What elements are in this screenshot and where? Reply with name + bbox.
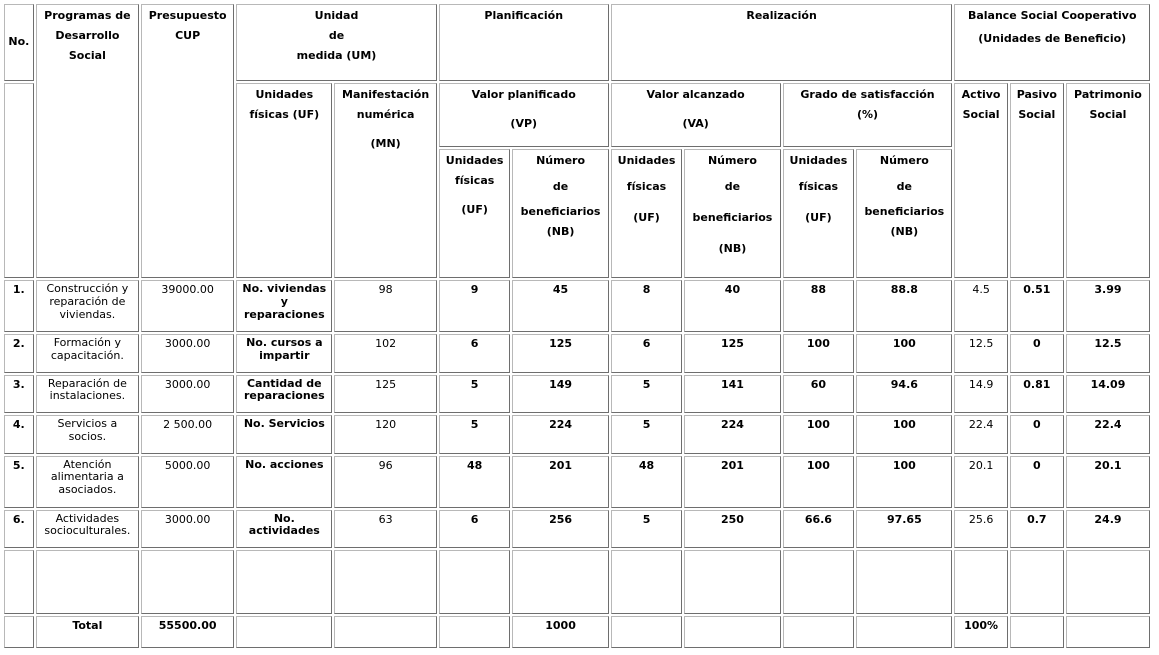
header-va-nb [684,149,780,278]
header-budget: Presupuesto CUP [141,4,234,278]
sub-uf-line2: físicas [626,180,667,194]
row-number: 3. [4,375,34,413]
va-nb-cell: 250 [684,510,780,548]
empty-cell [611,550,683,613]
vp-nb-cell: 224 [512,415,608,453]
active-cell: 14.9 [954,375,1007,413]
empty-cell [783,550,855,613]
header-va-line2: (VA) [682,116,709,130]
header-gs-line2: (%) [856,107,879,121]
gs-uf-cell: 100 [783,415,855,453]
program-name: Actividades socioculturales. [36,510,139,548]
header-gs-line1: Grado de satisfacción [800,87,935,101]
vp-nb-cell: 45 [512,280,608,332]
unit-cell: No. actividades [236,510,332,548]
passive-cell: 0 [1010,456,1064,508]
header-unit-measure [236,4,437,81]
equity-cell: 20.1 [1066,456,1150,508]
gs-nb-cell: 100 [856,334,952,372]
budget-cell: 3000.00 [141,334,234,372]
va-uf-cell: 5 [611,375,683,413]
gs-nb-cell: 97.65 [856,510,952,548]
program-name: Servicios a socios. [36,415,139,453]
header-um-line2: de [328,29,345,42]
header-vp-nb [512,149,608,278]
program-name: Reparación de instalaciones. [36,375,139,413]
sub-nb-line1: Número [707,154,757,168]
table-row [4,280,1150,332]
total-empty-cell [439,616,511,648]
sub-nb-line4: (NB) [546,225,575,239]
equity-cell: 3.99 [1066,280,1150,332]
va-uf-cell: 48 [611,456,683,508]
vp-nb-cell: 149 [512,375,608,413]
active-cell: 20.1 [954,456,1007,508]
header-active: Activo Social [954,83,1007,278]
sub-nb-line3: beneficiarios [864,205,945,219]
program-name: Construcción y reparación de viviendas. [36,280,139,332]
empty-row [4,550,1150,613]
program-name: Atención alimentaria a asociados. [36,456,139,508]
header-va-line1: Valor alcanzado [646,87,745,101]
sub-uf-line2: físicas [454,174,495,188]
row-number: 6. [4,510,34,548]
gs-nb-cell: 100 [856,456,952,508]
header-vp-line1: Valor planificado [471,87,576,101]
budget-cell: 2 500.00 [141,415,234,453]
budget-cell: 3000.00 [141,375,234,413]
program-name: Formación y capacitación. [36,334,139,372]
total-empty-cell [236,616,332,648]
gs-nb-cell: 88.8 [856,280,952,332]
total-empty-cell [1010,616,1064,648]
total-active: 100% [954,616,1007,648]
row-number: 4. [4,415,34,453]
total-empty-cell [783,616,855,648]
vp-uf-cell: 6 [439,334,511,372]
sub-uf-line3: (UF) [461,203,488,217]
unit-cell: No. Servicios [236,415,332,453]
header-vp-line2: (VP) [510,116,538,130]
total-budget: 55500.00 [141,616,234,648]
unit-cell: No. cursos a impartir [236,334,332,372]
header-row-1 [4,4,1150,81]
header-va-uf [611,149,683,278]
empty-cell [684,550,780,613]
vp-uf-cell: 48 [439,456,511,508]
sub-nb-line1: Número [879,154,929,168]
header-programs: Programas de Desarrollo Social [36,4,139,278]
table-row [4,456,1150,508]
sub-uf-line3: (UF) [633,211,660,225]
va-nb-cell: 141 [684,375,780,413]
header-balance-line1: Balance Social Cooperativo [967,9,1137,22]
sub-uf-line2: físicas [798,180,839,194]
empty-cell [512,550,608,613]
header-um-line1: Unidad [314,9,359,22]
header-passive: Pasivo Social [1010,83,1064,278]
table-row [4,375,1150,413]
sub-uf-line1: Unidades [445,154,504,168]
vp-nb-cell: 256 [512,510,608,548]
header-balance-line2: (Unidades de Beneficio) [978,32,1127,45]
header-gs-uf [783,149,855,278]
mn-cell: 125 [334,375,436,413]
passive-cell: 0.51 [1010,280,1064,332]
table-row [4,334,1150,372]
unit-cell: No. viviendas y reparaciones [236,280,332,332]
row-number: 5. [4,456,34,508]
header-vp-uf [439,149,511,278]
empty-cell [1010,550,1064,613]
vp-uf-cell: 9 [439,280,511,332]
header-gs-nb [856,149,952,278]
empty-cell [439,550,511,613]
sub-nb-line1: Número [536,154,586,168]
sub-uf-line1: Unidades [789,154,848,168]
sub-nb-line4: (NB) [718,242,747,256]
va-uf-cell: 8 [611,280,683,332]
sub-uf-line3: (UF) [805,211,832,225]
total-empty-cell [1066,616,1150,648]
sub-uf-line1: Unidades [617,154,676,168]
header-mn-line1: Manifestación numérica [342,87,430,121]
total-empty-cell [334,616,436,648]
va-uf-cell: 6 [611,334,683,372]
empty-cell [1066,550,1150,613]
gs-uf-cell: 100 [783,334,855,372]
passive-cell: 0.81 [1010,375,1064,413]
active-cell: 25.6 [954,510,1007,548]
active-cell: 22.4 [954,415,1007,453]
budget-cell: 5000.00 [141,456,234,508]
header-no: No. [4,4,34,81]
active-cell: 12.5 [954,334,1007,372]
header-no-spacer [4,83,34,278]
vp-nb-cell: 201 [512,456,608,508]
mn-cell: 63 [334,510,436,548]
empty-cell [856,550,952,613]
empty-cell [236,550,332,613]
total-vp-nb: 1000 [512,616,608,648]
header-vp [439,83,609,147]
total-empty-cell [4,616,34,648]
header-mn-line2: (MN) [370,136,401,150]
mn-cell: 96 [334,456,436,508]
mn-cell: 120 [334,415,436,453]
total-label: Total [36,616,139,648]
budget-cell: 39000.00 [141,280,234,332]
header-balance [954,4,1150,81]
gs-uf-cell: 88 [783,280,855,332]
equity-cell: 14.09 [1066,375,1150,413]
vp-uf-cell: 5 [439,415,511,453]
table-row [4,510,1150,548]
sub-nb-line4: (NB) [890,225,919,239]
header-planning: Planificación [439,4,609,81]
table-row [4,415,1150,453]
va-uf-cell: 5 [611,415,683,453]
va-nb-cell: 224 [684,415,780,453]
row-number: 1. [4,280,34,332]
header-mn [334,83,436,278]
equity-cell: 12.5 [1066,334,1150,372]
empty-cell [4,550,34,613]
vp-uf-cell: 5 [439,375,511,413]
equity-cell: 22.4 [1066,415,1150,453]
social-balance-table [2,2,1152,650]
header-realization: Realización [611,4,953,81]
va-nb-cell: 40 [684,280,780,332]
gs-uf-cell: 66.6 [783,510,855,548]
va-nb-cell: 125 [684,334,780,372]
unit-cell: No. acciones [236,456,332,508]
sub-nb-line3: beneficiarios [520,205,601,219]
sub-nb-line3: beneficiarios [692,211,773,225]
mn-cell: 98 [334,280,436,332]
header-um-line3: medida (UM) [296,49,377,62]
gs-uf-cell: 60 [783,375,855,413]
empty-cell [36,550,139,613]
va-uf-cell: 5 [611,510,683,548]
total-empty-cell [611,616,683,648]
empty-cell [141,550,234,613]
unit-cell: Cantidad de reparaciones [236,375,332,413]
row-number: 2. [4,334,34,372]
gs-nb-cell: 100 [856,415,952,453]
budget-cell: 3000.00 [141,510,234,548]
total-row [4,616,1150,648]
empty-cell [334,550,436,613]
header-equity: Patrimonio Social [1066,83,1150,278]
mn-cell: 102 [334,334,436,372]
passive-cell: 0 [1010,415,1064,453]
active-cell: 4.5 [954,280,1007,332]
vp-uf-cell: 6 [439,510,511,548]
total-empty-cell [856,616,952,648]
sub-nb-line2: de [896,180,913,194]
equity-cell: 24.9 [1066,510,1150,548]
sub-nb-line2: de [552,180,569,194]
empty-cell [954,550,1007,613]
va-nb-cell: 201 [684,456,780,508]
gs-uf-cell: 100 [783,456,855,508]
vp-nb-cell: 125 [512,334,608,372]
header-gs [783,83,953,147]
sub-nb-line2: de [724,180,741,194]
gs-nb-cell: 94.6 [856,375,952,413]
total-empty-cell [684,616,780,648]
passive-cell: 0 [1010,334,1064,372]
header-uf: Unidades físicas (UF) [236,83,332,278]
header-va [611,83,781,147]
passive-cell: 0.7 [1010,510,1064,548]
